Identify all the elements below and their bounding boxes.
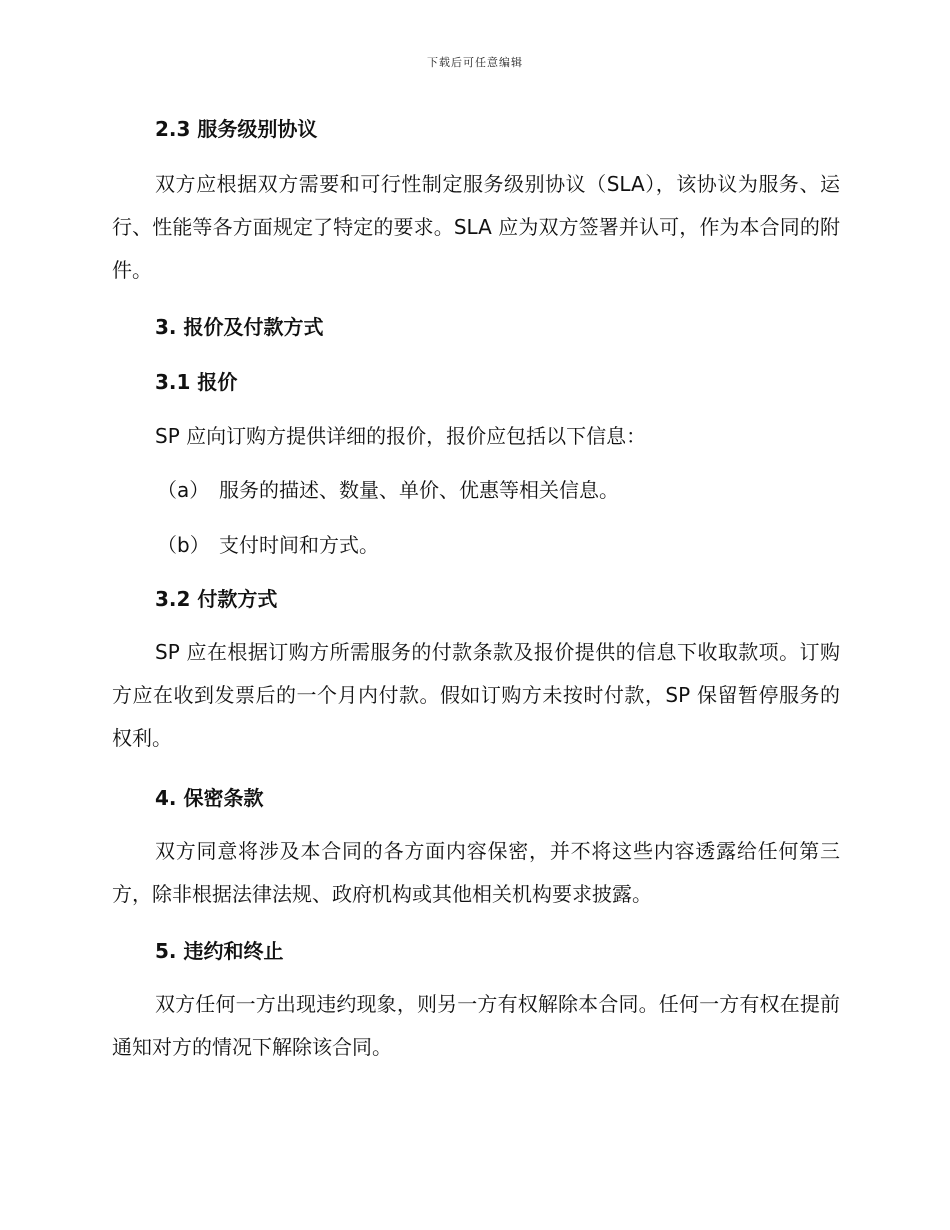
list-item-b [157, 531, 379, 559]
section-2-3-body: 双方应根据双方需要和可行性制定服务级别协议（SLA），该协议为服务、运行、性能等各方面规定了特定的要求。SLA 应为双方签署并认可，作为本合同的附件。 [112, 172, 840, 282]
section-5-body: 双方任何一方出现违约现象，则另一方有权解除本合同。任何一方有权在提前通知对方的情况下解除该合同。 [112, 992, 840, 1059]
section-3-2-body: SP 应在根据订购方所需服务的付款条款及报价提供的信息下收取款项。订购方应在收到发票后的一个月内付款。假如订购方未按时付款，SP 保留暂停服务的权利。 [112, 640, 840, 750]
section-3-1-body: SP 应向订购方提供详细的报价，报价应包括以下信息： [155, 424, 647, 448]
list-item-b-text: 支付时间和方式。 [219, 533, 379, 557]
page-header-note: 下载后可任意编辑 [427, 56, 523, 69]
section-3-heading: 3. 报价及付款方式 [155, 315, 324, 339]
list-item-a-marker: （a） [157, 478, 210, 502]
section-3-1-heading: 3.1 报价 [155, 370, 238, 394]
section-4-body: 双方同意将涉及本合同的各方面内容保密，并不将这些内容透露给任何第三方，除非根据法律法规、政府机构或其他相关机构要求披露。 [112, 839, 840, 906]
list-item-b-marker: （b） [157, 533, 210, 557]
section-2-3-heading: 2.3 服务级别协议 [155, 117, 318, 141]
list-item-a [157, 476, 619, 504]
section-3-2-heading: 3.2 付款方式 [155, 587, 278, 611]
section-5-heading: 5. 违约和终止 [155, 939, 284, 963]
section-4-heading: 4. 保密条款 [155, 786, 264, 810]
list-item-a-text: 服务的描述、数量、单价、优惠等相关信息。 [219, 478, 619, 502]
